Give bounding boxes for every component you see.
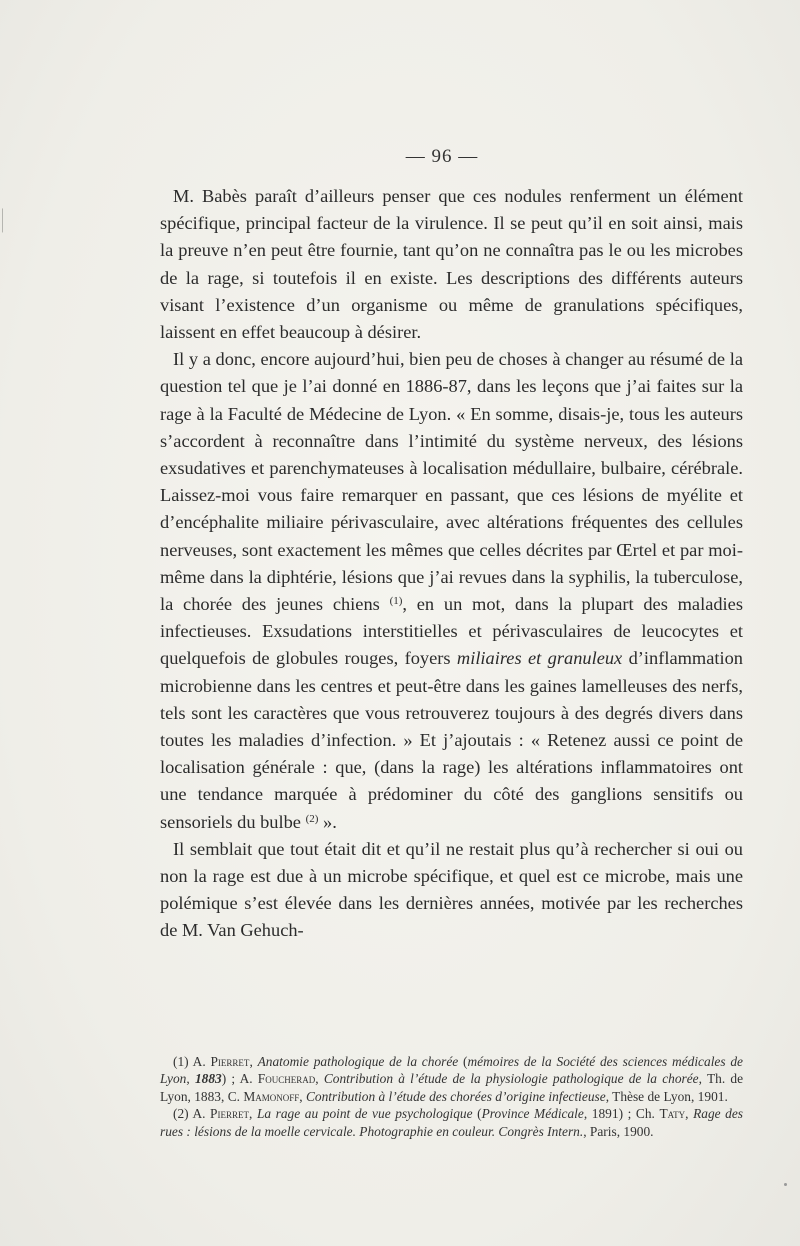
italic-text: Contribution à l’étude de la physiologie pathologique de la chorée	[323, 1071, 699, 1087]
italic-text: Rage des rues : lésions de la moelle cervicale. Photographie en couleur. Congrès Intern.	[160, 1106, 744, 1139]
author-name: Mamonoff	[243, 1088, 300, 1104]
italic-text: La rage au point de vue psychologique	[256, 1106, 473, 1122]
text-run: (2) A.	[173, 1106, 211, 1122]
main-text	[160, 183, 743, 945]
text-run: ,	[249, 1054, 258, 1069]
text-run: (1) A.	[173, 1054, 211, 1069]
text-run: ,	[299, 1088, 306, 1104]
text-run: ,	[249, 1106, 257, 1122]
text-run: ».	[318, 811, 337, 832]
text-run: (	[458, 1054, 468, 1069]
italic-text: Anatomie pathologique de la chorée	[257, 1054, 459, 1069]
text-run: ,	[315, 1071, 324, 1087]
footnote-reference: (1)	[389, 595, 403, 608]
paper-speck	[784, 1183, 787, 1186]
page-number: — 96 —	[405, 146, 479, 167]
paragraph	[160, 183, 743, 346]
emphasis-text: 1883	[194, 1071, 222, 1087]
text-run: , Paris, 1900.	[583, 1123, 654, 1139]
footnotes	[160, 1053, 743, 1140]
text-run: ,	[685, 1106, 694, 1122]
margin-mark	[2, 201, 15, 233]
text-run: ) ; A.	[221, 1071, 258, 1087]
text-run: , 1891) ; Ch.	[583, 1106, 660, 1122]
author-name: Pierret	[210, 1054, 250, 1069]
text-run: , en un mot, dans la plupart des maladies infectieuses. Exsudations interstitielles et périvasculaires de leucocytes et quelquefois de globules rouges, foyers	[160, 594, 743, 669]
text-run: M. Babès paraît d’ailleurs penser que ces nodules renferment un élément spécifique, principal facteur de la virulence. Il se peut qu’il en soit ainsi, mais la preuve n’en peut être fournie, tant qu’on ne connaîtra pas le ou les microbes de la rage, si toutefois il en existe. Les descriptions des différents auteurs visant l’existence d’un organisme ou même de granulations spécifiques, laissent en effet beaucoup à désirer.	[160, 186, 743, 343]
paragraph	[160, 836, 743, 945]
footnote	[160, 1053, 743, 1105]
text-run: Il semblait que tout était dit et qu’il ne restait plus qu’à rechercher si oui ou non la rage est due à un microbe spécifique, et quel est ce microbe, mais une polémique s’est élevée dans les dernières années, motivée par les recherches de M. Van Gehuch-	[160, 838, 743, 941]
italic-text: Province Médicale	[481, 1106, 584, 1122]
author-name: Taty	[659, 1106, 686, 1122]
text-run: Il y a donc, encore aujourd’hui, bien peu de choses à changer au résumé de la question tel que je l’ai donné en 1886-87, dans les leçons que j’ai faites sur la rage à la Faculté de Médecine de Lyon. « En somme, disais-je, tous les auteurs s’accordent à reconnaître dans l’intimité du système nerveux, des lésions exsudatives et parenchymateuses à localisation médullaire, bulbaire, cérébrale. Laissez-moi vous faire remarquer en passant, que ces lésions de myélite et d’encéphalite miliaire périvasculaire, avec altérations fréquentes des cellules nerveuses, sont exactement les mêmes que celles décrites par Œrtel et par moi-même dans la diphtérie, lésions que j’ai revues dans la syphilis, la tuberculose, la chorée des jeunes chiens	[160, 349, 743, 615]
italic-text: miliaires et granuleux	[456, 648, 623, 669]
text-run: ,	[186, 1071, 195, 1087]
text-run: , Th. de Lyon, 1883, C.	[160, 1071, 744, 1104]
text-run: (	[472, 1106, 482, 1122]
author-name: Foucherad	[257, 1071, 316, 1087]
footnote-reference: (2)	[305, 812, 319, 825]
author-name: Pierret	[210, 1106, 249, 1122]
text-run: , Thèse de Lyon, 1901.	[605, 1088, 728, 1104]
italic-text: Contribution à l’étude des chorées d’origine infectieuse	[305, 1088, 606, 1104]
text-run: d’inflammation microbienne dans les centres et peut-être dans les gaines lamelleuses des nerfs, tels sont les caractères que vous retrouverez toujours à des degrés divers dans toutes les maladies d’infection. » Et j’ajoutais : « Retenez aussi ce point de localisation générale : que, (dans la rage) les altérations inflammatoires ont une tendance marquée à prédominer du côté des ganglions sensitifs ou sensoriels du bulbe	[160, 648, 743, 832]
footnote	[160, 1105, 743, 1140]
paragraph	[160, 346, 743, 836]
italic-text: mémoires de la Société des sciences médicales de Lyon	[160, 1054, 743, 1087]
